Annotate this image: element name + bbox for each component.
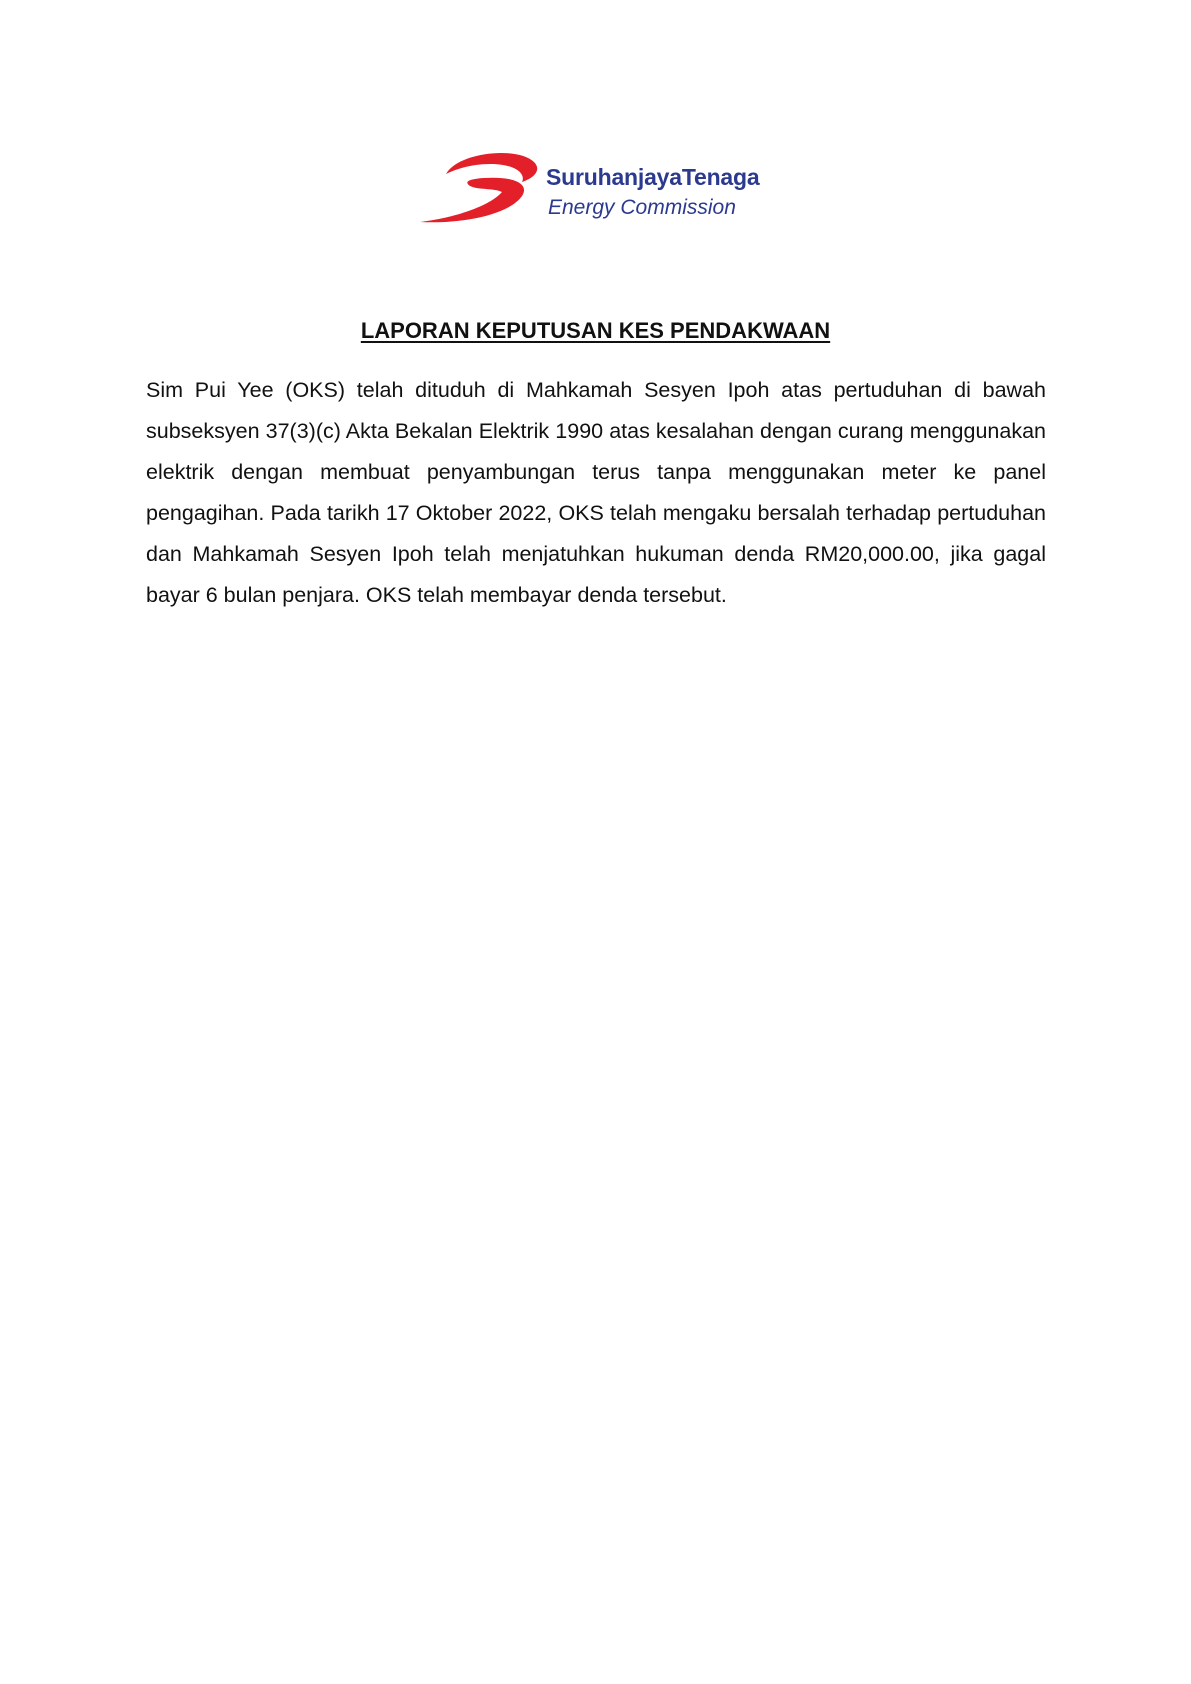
logo-name: SuruhanjayaTenaga [546,164,760,190]
swoosh-logo-icon [418,148,548,230]
document-body: Sim Pui Yee (OKS) telah dituduh di Mahkamah Sesyen Ipoh atas pertuduhan di bawah subseksyen 37(3)(c) Akta Bekalan Elektrik 1990 atas kesalahan dengan curang menggunakan elektrik dengan membuat penyambungan terus tanpa menggunakan meter ke panel pengagihan. Pada tarikh 17 Oktober 2022, OKS telah mengaku bersalah terhadap pertuduhan dan Mahkamah Sesyen Ipoh telah menjatuhkan hukuman denda RM20,000.00, jika gagal bayar 6 bulan penjara. OKS telah membayar denda tersebut. [146,378,1046,607]
energy-commission-logo [418,148,788,230]
document-title: LAPORAN KEPUTUSAN KES PENDAKWAAN [360,318,831,343]
logo-subtitle: Energy Commission [548,196,736,219]
